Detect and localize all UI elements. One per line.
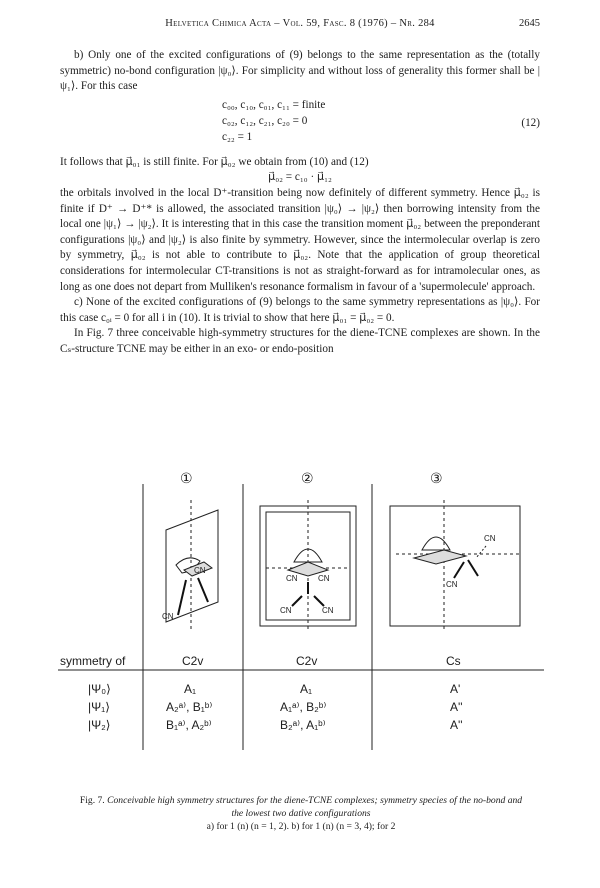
cn-label: CN	[318, 574, 330, 583]
cell-r2-c0: B₁ᵃ⁾, A₂ᵇ⁾	[166, 718, 212, 732]
cn-label: CN	[322, 606, 334, 615]
cn-label: CN	[446, 580, 458, 589]
equation-12-line-1: c₀₀, c₁₀, c₀₁, c₁₁ = finite	[222, 98, 326, 111]
cell-r0-c0: A₁	[184, 682, 197, 696]
caption-label: Fig. 7.	[79, 795, 105, 806]
point-group-1: C2v	[182, 654, 204, 668]
cell-r2-c1: B₂ᵃ⁾, A₁ᵇ⁾	[280, 718, 326, 732]
cn-label: CN	[484, 534, 496, 543]
row-label-psi1: |Ψ₁⟩	[88, 700, 110, 714]
cell-r1-c0: A₂ᵃ⁾, B₁ᵇ⁾	[166, 700, 213, 714]
paragraph-fig7: In Fig. 7 three conceivable high-symmetry structures for the diene-TCNE complexes are shown. In the Cₛ-structure TCNE may be either in an exo- or endo-position	[60, 327, 540, 355]
cell-r2-c2: A''	[450, 718, 463, 732]
point-group-3: Cs	[446, 654, 461, 668]
cn-label: CN	[280, 606, 292, 615]
point-group-2: C2v	[296, 654, 318, 668]
cn-label: CN	[286, 574, 298, 583]
cell-r1-c2: A''	[450, 700, 463, 714]
structure-number-1: ①	[180, 470, 193, 486]
cn-label: CN	[162, 612, 174, 621]
cell-r0-c2: A'	[450, 682, 461, 696]
structure-2-drawing	[260, 500, 356, 630]
figure-7	[58, 470, 544, 750]
row-label-psi2: |Ψ₂⟩	[88, 718, 111, 732]
running-title: Helvetica Chimica Acta – Vol. 59, Fasc. 8 (1976) – Nr. 284	[165, 18, 435, 29]
table-header-symmetry: symmetry of	[60, 654, 126, 668]
equation-12-line-3: c₂₂ = 1	[222, 130, 253, 143]
structure-number-3: ③	[430, 470, 443, 486]
cn-label: CN	[194, 566, 206, 575]
paragraph-b-body: the orbitals involved in the local D⁺-transition being now definitely of different symmetry. Hence μ⃗₀₂ is finite if D⁺ → D⁺* is allowed, the associated transition |ψ₀⟩ → |ψ₂⟩ then borrowing intensity from the local one |ψ₁⟩ → |ψ₂⟩. It is interesting that in this case the transition moment μ⃗₀₂ between the preponderant configurations |ψ₀⟩ and |ψ₂⟩ is also finite by symmetry. However, since the intermolecular overlap is zero by symmetry, μ⃗₀₂ is not able to contribute to μ⃗₀₂. Note that the application of group theoretical considerations for intermolecular CT-transitions is not as straight-forward as for intramolecular ones, as long as one does not depart from Mulliken's resonance formalism in favour of a 'supermolecule' approach.	[60, 186, 540, 293]
caption-text: Conceivable high symmetry structures for the diene-TCNE complexes; symmetry species of the no-bond and the lowest two dative configurations	[107, 795, 523, 819]
caption-footnote: a) for 1 (n) (n = 1, 2). b) for 1 (n) (n = 3, 4); for 2	[206, 821, 396, 832]
body-text	[60, 48, 540, 358]
paragraph-follows: It follows that μ⃗₀₁ is still finite. For μ⃗₀₂ we obtain from (10) and (12)	[60, 155, 369, 168]
equation-number: (12)	[521, 116, 540, 129]
cell-r0-c1: A₁	[300, 682, 313, 696]
figure-caption	[76, 794, 526, 833]
equation-mu02: μ⃗₀₂ = c₁₀ · μ⃗₁₂	[268, 171, 332, 184]
equation-12	[60, 97, 540, 153]
row-label-psi0: |Ψ₀⟩	[88, 682, 111, 696]
cell-r1-c1: A₁ᵃ⁾, B₂ᵇ⁾	[280, 700, 327, 714]
paragraph-b-intro: b) Only one of the excited configurations of (9) belongs to the same representation as the (totally symmetric) no-bond configuration |ψ₀⟩. For simplicity and without loss of generality this former shall be |ψ₁⟩. For this case	[60, 49, 540, 93]
page-number: 2645	[519, 18, 540, 29]
structure-1-drawing	[166, 500, 218, 630]
paragraph-c: c) None of the excited configurations of (9) belongs to the same symmetry representations as |ψ₀⟩. For this case c₀ᵢ = 0 for all i in (10). It is trivial to show that here μ⃗₀₁ = μ⃗₀₂ = 0.	[60, 296, 540, 324]
structure-3-drawing	[390, 500, 520, 630]
structure-number-2: ②	[301, 470, 314, 486]
equation-12-line-2: c₀₂, c₁₂, c₂₁, c₂₀ = 0	[222, 114, 308, 127]
